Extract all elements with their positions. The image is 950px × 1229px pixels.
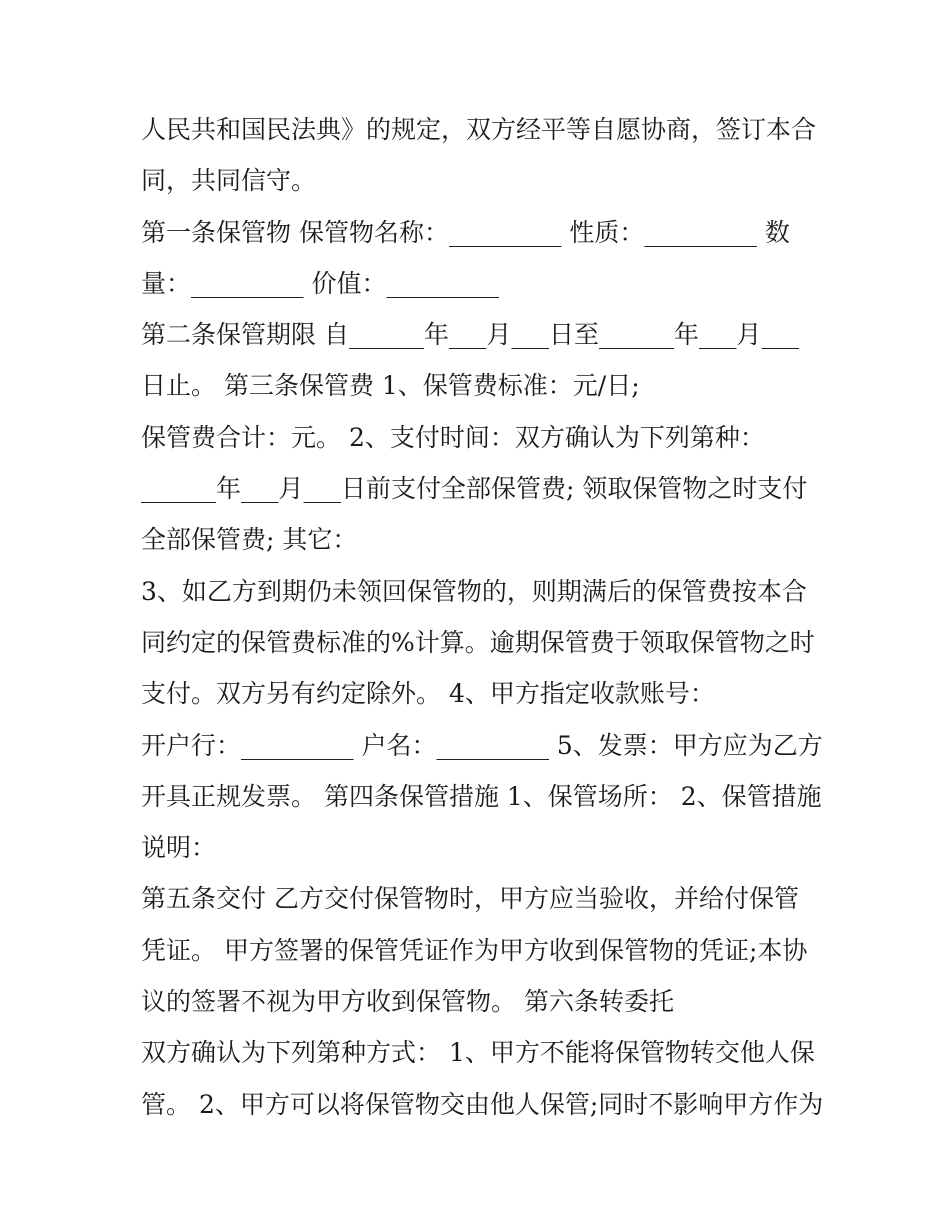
- text-line: 同，共同信守。: [141, 166, 317, 196]
- text-line: 第二条保管期限 自______年___月___日至______年___月___: [141, 320, 799, 350]
- text-line: 管。 2、甲方可以将保管物交由他人保管;同时不影响甲方作为: [141, 1089, 824, 1119]
- text-line: 日止。 第三条保管费 1、保管费标准：元/日;: [141, 371, 640, 401]
- text-line: 开具正规发票。 第四条保管措施 1、保管场所： 2、保管措施: [141, 781, 822, 811]
- text-line: 3、如乙方到期仍未领回保管物的，则期满后的保管费按本合: [141, 576, 807, 606]
- text-line: 全部保管费; 其它：: [141, 525, 358, 555]
- text-line: 说明：: [141, 833, 217, 863]
- text-line: 第五条交付 乙方交付保管物时，甲方应当验收，并给付保管: [141, 884, 799, 914]
- text-line: 人民共和国民法典》的规定，双方经平等自愿协商，签订本合: [141, 115, 817, 144]
- text-line: 支付。双方另有约定除外。 4、甲方指定收款账号：: [141, 679, 715, 709]
- contract-body-text: [141, 104, 824, 1130]
- text-line: 议的签署不视为甲方收到保管物。 第六条转委托: [141, 987, 674, 1017]
- text-line: 双方确认为下列第种方式： 1、甲方不能将保管物转交他人保: [141, 1038, 815, 1068]
- text-line: 凭证。 甲方签署的保管凭证作为甲方收到保管物的凭证;本协: [141, 935, 808, 965]
- text-line: 开户行：_________ 户名：_________ 5、发票：甲方应为乙方: [141, 730, 823, 760]
- text-line: 同约定的保管费标准的%计算。逾期保管费于领取保管物之时: [141, 627, 815, 657]
- text-line: 第一条保管物 保管物名称：_________ 性质：_________ 数: [141, 217, 790, 247]
- text-line: 保管费合计：元。 2、支付时间：双方确认为下列第种：: [141, 422, 765, 452]
- text-line: ______年___月___日前支付全部保管费; 领取保管物之时支付: [141, 474, 808, 504]
- text-line: 量：_________ 价值：_________: [141, 268, 499, 298]
